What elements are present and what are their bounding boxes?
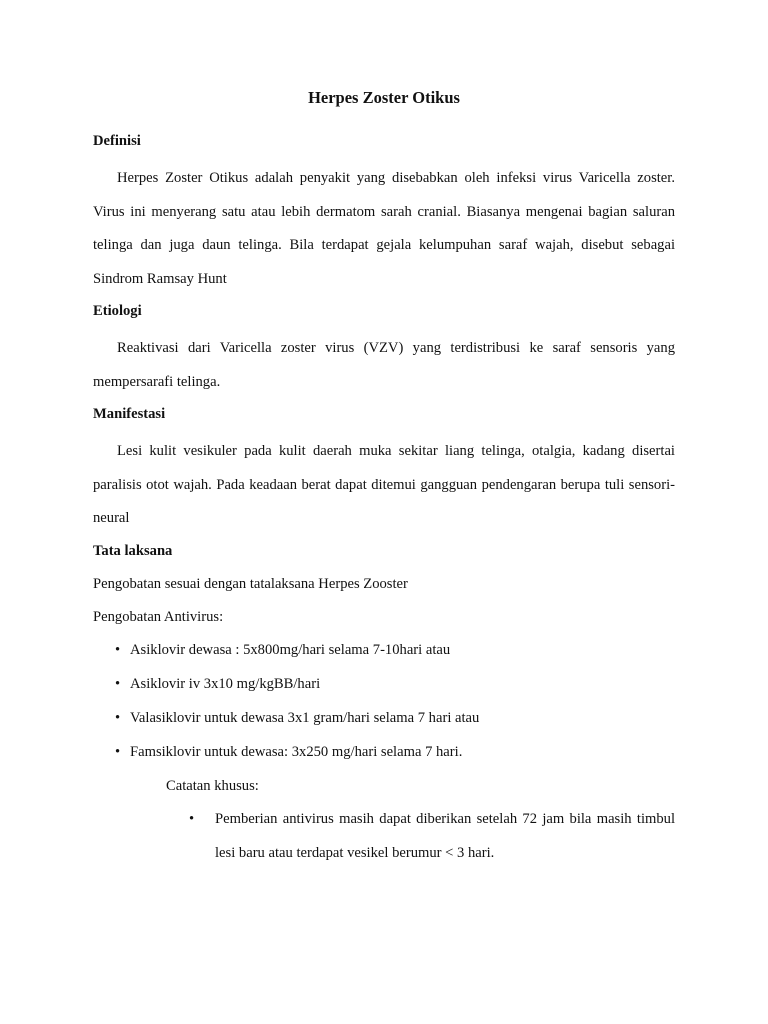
bullet-icon: • <box>115 709 121 726</box>
antivirus-list <box>93 638 675 764</box>
document-title: Herpes Zoster Otikus <box>308 88 460 107</box>
text-pengobatan-sesuai: Pengobatan sesuai dengan tatalaksana Herpes Zooster <box>93 575 408 592</box>
bullet-icon: • <box>115 675 121 692</box>
heading-etiologi: Etiologi <box>93 303 142 319</box>
list-item-text: Valasiklovir untuk dewasa 3x1 gram/hari selama 7 hari atau <box>130 709 480 726</box>
list-item <box>93 638 675 662</box>
note-title: Catatan khusus: <box>166 777 259 794</box>
heading-tata-laksana: Tata laksana <box>93 542 173 559</box>
bullet-icon: • <box>115 641 121 658</box>
list-item-text: Famsiklovir untuk dewasa: 3x250 mg/hari selama 7 hari. <box>130 743 463 760</box>
paragraph-manifestasi: Lesi kulit vesikuler pada kulit daerah muka sekitar liang telinga, otalgia, kadang disertai paralisis otot wajah. Pada keadaan berat dapat ditemui gangguan pendengaran berupa tuli sensori-neural <box>93 443 675 526</box>
heading-manifestasi: Manifestasi <box>93 406 166 422</box>
page-content <box>93 86 675 871</box>
list-item-text: Asiklovir iv 3x10 mg/kgBB/hari <box>130 675 321 692</box>
bullet-icon: • <box>115 743 121 760</box>
paragraph-definisi: Herpes Zoster Otikus adalah penyakit yang disebabkan oleh infeksi virus Varicella zoster. Virus ini menyerang satu atau lebih dermatom sarah cranial. Biasanya mengenai bagian saluran telinga dan juga daun telinga. Bila terdapat gejala kelumpuhan saraf wajah, disebut sebagai Sindrom Ramsay Hunt <box>93 170 675 287</box>
bullet-icon: • <box>189 810 195 827</box>
list-item <box>93 672 675 696</box>
list-item <box>93 706 675 730</box>
list-item-text: Pemberian antivirus masih dapat diberikan setelah 72 jam bila masih timbul lesi baru atau terdapat vesikel berumur < 3 hari. <box>215 810 675 861</box>
note-list <box>93 802 675 871</box>
list-item-text: Asiklovir dewasa : 5x800mg/hari selama 7-10hari atau <box>130 641 451 658</box>
heading-definisi: Definisi <box>93 133 141 149</box>
list-item <box>93 740 675 764</box>
paragraph-etiologi: Reaktivasi dari Varicella zoster virus (VZV) yang terdistribusi ke saraf sensoris yang mempersarafi telinga. <box>93 340 675 390</box>
text-pengobatan-antivirus: Pengobatan Antivirus: <box>93 608 224 625</box>
list-item <box>189 802 675 871</box>
